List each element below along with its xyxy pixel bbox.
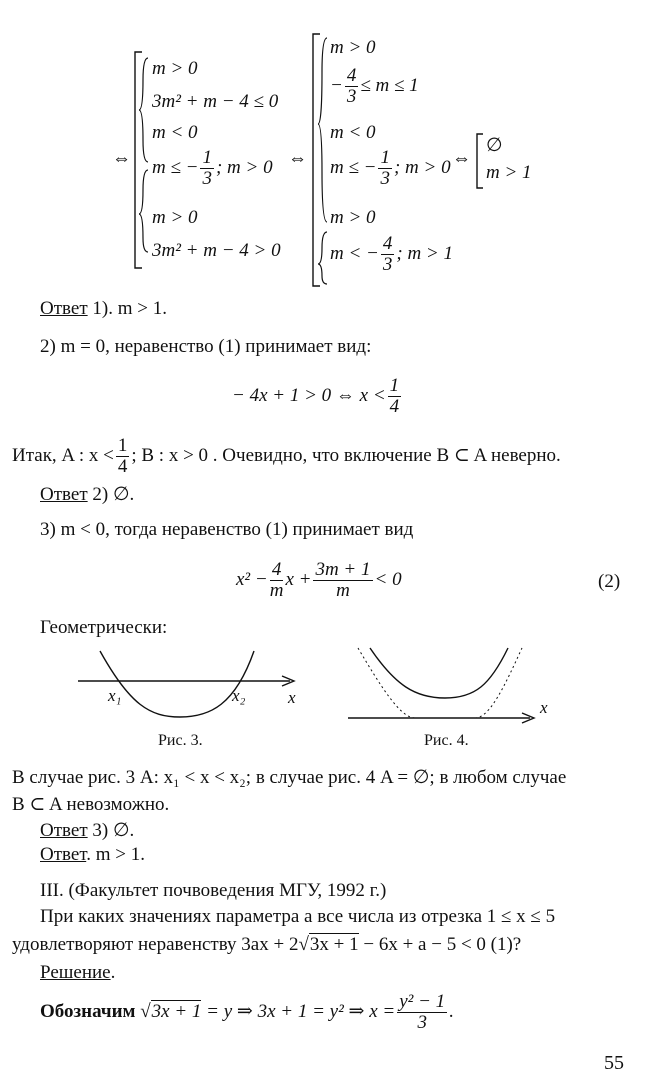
conclusion-line-2: B ⊂ A невозможно. — [12, 794, 170, 815]
conclusion-line-1: В случае рис. 3 A: x₁ < x < x₂; в случае рис. 4 A = ∅; в любом случае — [12, 767, 567, 788]
solution-label: Решение. — [40, 962, 116, 983]
figure-4-parabola-no-roots — [340, 640, 550, 730]
equivalence-arrow-1: ⇔ — [112, 148, 131, 169]
sys2-row4: m ≤ − $\frac{1}{3}$ ; m > 0 — [330, 147, 451, 189]
figure-3-caption: Рис. 3. — [158, 732, 203, 749]
figure-3-parabola-two-roots — [70, 645, 310, 725]
equation-case-2: − 4x + 1 > 0 ⇔ x < $\frac{1}{4}$ — [232, 375, 400, 417]
sys1-row5: m > 0 — [152, 207, 198, 228]
sys2-row2: − $\frac{4}{3}$ ≤ m ≤ 1 — [330, 65, 419, 107]
sys2-row1: m > 0 — [330, 37, 376, 58]
sys1-row4: m ≤ − $\frac{1}{3}$ ; m > 0 — [152, 147, 273, 189]
result-empty: ∅ — [486, 135, 503, 156]
fig3-axis-label: x — [288, 688, 296, 707]
geometric-label: Геометрически: — [40, 617, 168, 638]
equivalence-arrow-3: ⇔ — [452, 148, 471, 169]
sys2-row6: m < − $\frac{4}{3}$ ; m > 1 — [330, 233, 453, 275]
answer-1: Ответ 1). m > 1. — [40, 298, 167, 319]
substitution-line: Обозначим √3x + 1 = y ⇒ 3x + 1 = y² ⇒ x = $\frac{\text{y² − 1}}{3}$ . — [40, 991, 454, 1033]
union-bracket-3 — [474, 132, 484, 190]
sys1-row6: 3m² + m − 4 > 0 — [152, 240, 281, 261]
root-x1-label: x₁ — [108, 686, 122, 705]
problem-line-1: При каких значениях параметра a все числа из отрезка 1 ≤ x ≤ 5 — [40, 906, 556, 927]
union-bracket-2 — [308, 32, 330, 288]
equivalence-arrow-2: ⇔ — [288, 148, 307, 169]
problem-line-2: удовлетворяют неравенству 3ax + 2√3x + 1 − 6x + a − 5 < 0 (1)? — [12, 934, 522, 955]
equation-number-2: (2) — [598, 571, 621, 592]
answer-final: Ответ. m > 1. — [40, 844, 145, 865]
case-2-text: 2) m = 0, неравенство (1) принимает вид: — [40, 336, 372, 357]
sys1-row2: 3m² + m − 4 ≤ 0 — [152, 91, 279, 112]
sys2-row3: m < 0 — [330, 122, 376, 143]
figure-4-caption: Рис. 4. — [424, 732, 469, 749]
answer-3: Ответ 3) ∅. — [40, 820, 135, 841]
equation-2: x² − $\frac{4}{m}$ x + $\frac{3m + 1}{m}$ < 0 — [236, 559, 402, 601]
result-m-gt-1: m > 1 — [486, 162, 532, 183]
root-x2-label: x₂ — [232, 686, 246, 705]
sys1-row3: m < 0 — [152, 122, 198, 143]
answer-2: Ответ 2) ∅. — [40, 484, 135, 505]
page-number: 55 — [604, 1052, 624, 1074]
problem-header: III. (Факультет почвоведения МГУ, 1992 г.) — [40, 880, 387, 901]
itak-line: Итак, A : x < $\frac{1}{4}$ ; B : x > 0 . Очевидно, что включение B ⊂ A неверно. — [12, 435, 561, 477]
fig4-axis-label: x — [540, 698, 548, 717]
sys2-row5: m > 0 — [330, 207, 376, 228]
union-bracket-1 — [130, 50, 150, 270]
sys1-row1: m > 0 — [152, 58, 198, 79]
case-3-text: 3) m < 0, тогда неравенство (1) принимает вид — [40, 519, 414, 540]
